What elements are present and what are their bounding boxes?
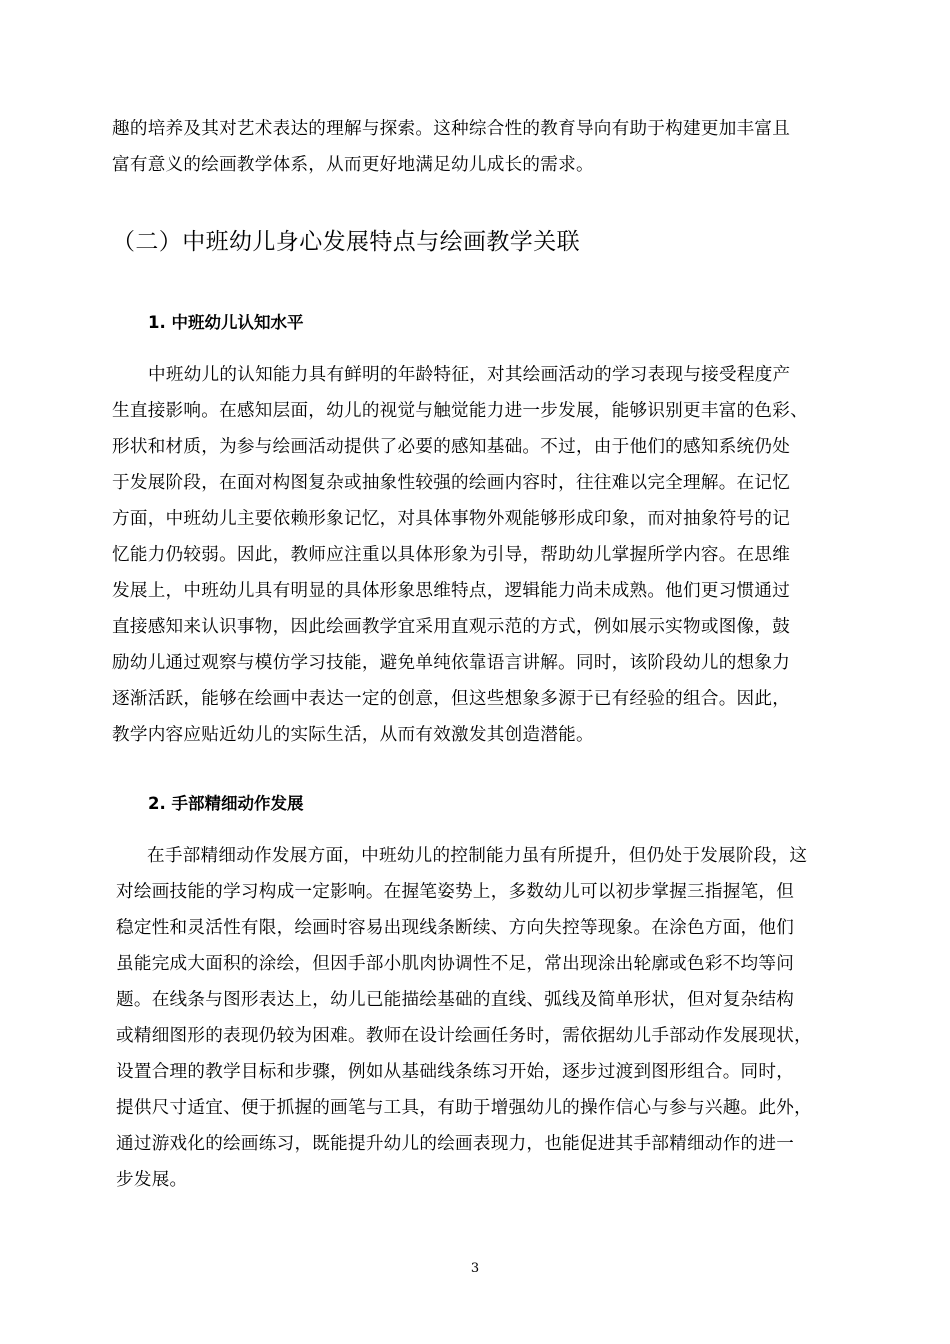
paragraph-line: 虽能完成大面积的涂绘，但因手部小肌肉协调性不足，常出现涂出轮廓或色彩不均等问	[116, 954, 795, 974]
paragraph-line: 设置合理的教学目标和步骤，例如从基础线条练习开始，逐步过渡到图形组合。同时，	[116, 1062, 795, 1082]
paragraph-line: 步发展。	[116, 1170, 188, 1190]
paragraph-line: 直接感知来认识事物，因此绘画教学宜采用直观示范的方式，例如展示实物或图像，鼓	[112, 617, 791, 637]
paragraph-line: 中班幼儿的认知能力具有鲜明的年龄特征，对其绘画活动的学习表现与接受程度产	[148, 365, 791, 385]
intro-line: 富有意义的绘画教学体系，从而更好地满足幼儿成长的需求。	[112, 155, 594, 175]
section-heading: （二）中班幼儿身心发展特点与绘画教学关联	[112, 229, 580, 255]
paragraph-line: 对绘画技能的学习构成一定影响。在握笔姿势上，多数幼儿可以初步掌握三指握笔，但	[116, 882, 795, 902]
paragraph-line: 或精细图形的表现仍较为困难。教师在设计绘画任务时，需依据幼儿手部动作发展现状，	[116, 1026, 812, 1046]
page-number: 3	[470, 1261, 480, 1276]
paragraph-line: 题。在线条与图形表达上，幼儿已能描绘基础的直线、弧线及简单形状，但对复杂结构	[116, 990, 795, 1010]
subsection-heading-cognition: 1. 中班幼儿认知水平	[148, 313, 304, 332]
paragraph-line: 在手部精细动作发展方面，中班幼儿的控制能力虽有所提升，但仍处于发展阶段，这	[147, 846, 808, 866]
paragraph-line: 形状和材质，为参与绘画活动提供了必要的感知基础。不过，由于他们的感知系统仍处	[112, 437, 791, 457]
subsection-heading-fine-motor: 2. 手部精细动作发展	[148, 794, 304, 813]
paragraph-line: 于发展阶段，在面对构图复杂或抽象性较强的绘画内容时，往往难以完全理解。在记忆	[112, 473, 791, 493]
paragraph-line: 通过游戏化的绘画练习，既能提升幼儿的绘画表现力，也能促进其手部精细动作的进一	[116, 1134, 795, 1154]
paragraph-line: 提供尺寸适宜、便于抓握的画笔与工具，有助于增强幼儿的操作信心与参与兴趣。此外，	[116, 1098, 812, 1118]
paragraph-line: 逐渐活跃，能够在绘画中表达一定的创意，但这些想象多源于已有经验的组合。因此，	[112, 689, 791, 709]
paragraph-line: 生直接影响。在感知层面，幼儿的视觉与触觉能力进一步发展，能够识别更丰富的色彩、	[112, 401, 808, 421]
paragraph-line: 发展上，中班幼儿具有明显的具体形象思维特点，逻辑能力尚未成熟。他们更习惯通过	[112, 581, 791, 601]
paragraph-line: 教学内容应贴近幼儿的实际生活，从而有效激发其创造潜能。	[112, 725, 594, 745]
paragraph-line: 忆能力仍较弱。因此，教师应注重以具体形象为引导，帮助幼儿掌握所学内容。在思维	[112, 545, 791, 565]
paragraph-line: 方面，中班幼儿主要依赖形象记忆，对具体事物外观能够形成印象，而对抽象符号的记	[112, 509, 791, 529]
paragraph-line: 励幼儿通过观察与模仿学习技能，避免单纯依靠语言讲解。同时，该阶段幼儿的想象力	[112, 653, 791, 673]
intro-line: 趣的培养及其对艺术表达的理解与探索。这种综合性的教育导向有助于构建更加丰富且	[112, 119, 791, 139]
paragraph-line: 稳定性和灵活性有限，绘画时容易出现线条断续、方向失控等现象。在涂色方面，他们	[116, 918, 795, 938]
